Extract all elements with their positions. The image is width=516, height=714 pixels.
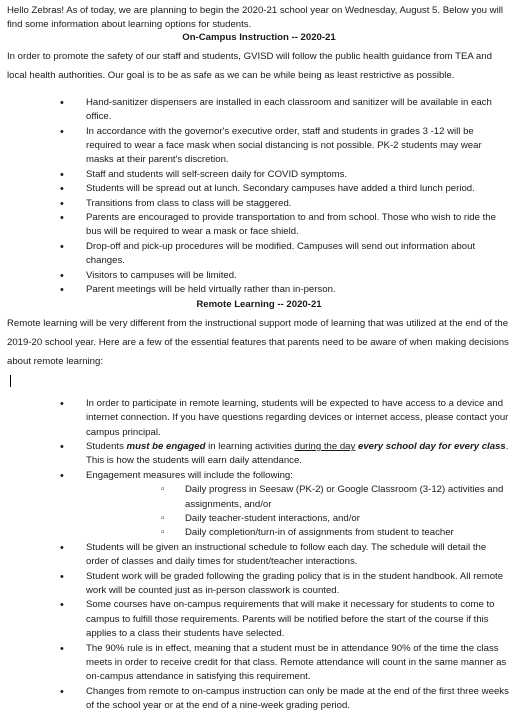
list-item: • Visitors to campuses will be limited. [7, 269, 511, 283]
text-run: in learning activities [205, 440, 295, 452]
list-item: • The 90% rule is in effect, meaning that a student must be in attendance 90% of the time the class meets in order to receive credit for that class. Remote attendance will count in the same manner as on-campus attendance in satisfying this requirement. [7, 642, 511, 685]
intro-paragraph: Hello Zebras! As of today, we are planning to begin the 2020-21 school year on Wednesday, August 5. Below you will find some information about learning options for students. [7, 5, 503, 30]
remote-learning-paragraph: Remote learning will be very different from the instructional support mode of learning that was utilized at the end of the 2019-20 school year. Here are a few of the essential features that parents need to be aware of when making decisions about remote learning: [7, 317, 509, 368]
list-item: • Drop-off and pick-up procedures will be modified. Campuses will send out information about changes. [7, 240, 511, 269]
list-item [7, 440, 511, 469]
list-item: • Changes from remote to on-campus instruction can only be made at the end of the first three weeks of the school year or at the end of a nine-week grading period. [7, 685, 511, 714]
text-run: . This is how the students will earn daily attendance. [86, 440, 509, 467]
emphasis-text: must be engaged [126, 440, 206, 452]
list-item: • Hand-sanitizer dispensers are installed in each classroom and sanitizer will be available in each office. [7, 96, 511, 125]
list-item: • Students will be given an instructional schedule to follow each day. The schedule will detail the order of classes and daily times for student/teacher interactions. [7, 541, 511, 570]
remote-bullet-list [7, 397, 511, 714]
engagement-sub-list [86, 483, 511, 541]
sub-list-item: ▫ Daily completion/turn-in of assignments from student to teacher [86, 526, 511, 540]
list-item [7, 469, 511, 541]
list-item: • Transitions from class to class will be staggered. [7, 197, 511, 211]
sub-list-item: ▫ Daily teacher-student interactions, and/or [86, 512, 511, 526]
remote-learning-heading: Remote Learning -- 2020-21 [196, 298, 322, 310]
list-item: • Parent meetings will be held virtually rather than in-person. [7, 283, 511, 297]
list-item: • Parents are encouraged to provide transportation to and from school. Those who wish to ride the bus will be required to wear a mask or face shield. [7, 211, 511, 240]
list-item: • In order to participate in remote learning, students will be expected to have access to a device and internet connection. If you have questions regarding devices or internet access, please contact your campus principal. [7, 397, 511, 440]
list-item: • Some courses have on-campus requirements that will make it necessary for students to come to campus to fulfill those requirements. Parents will be notified before the start of the course if this applies to a class their students have selected. [7, 598, 511, 641]
text-run: Engagement measures will include the following: [86, 469, 293, 481]
underlined-text: during the day [294, 440, 356, 452]
list-item: • Student work will be graded following the grading policy that is in the student handbook. All remote work will be counted just as in-person classwork is counted. [7, 570, 511, 599]
list-item: • Staff and students will self-screen daily for COVID symptoms. [7, 168, 511, 182]
list-item: • In accordance with the governor's executive order, staff and students in grades 3 -12 will be required to wear a face mask when social distancing is not possible. PK-2 students may wear masks at their parent's discretion. [7, 125, 511, 168]
text-cursor[interactable] [10, 375, 11, 387]
list-item: • Students will be spread out at lunch. Secondary campuses have added a third lunch period. [7, 182, 511, 196]
on-campus-bullet-list [7, 96, 511, 298]
on-campus-paragraph: In order to promote the safety of our staff and students, GVISD will follow the public health guidance from TEA and local health authorities. Our goal is to be as safe as we can be while being as least restrictive as possible. [7, 51, 492, 82]
text-run: Students [86, 440, 127, 452]
sub-list-item: ▫ Daily progress in Seesaw (PK-2) or Google Classroom (3-12) activities and assignments, and/or [86, 483, 511, 512]
emphasis-text: every school day for every class [358, 440, 506, 452]
on-campus-heading: On-Campus Instruction -- 2020-21 [182, 32, 336, 43]
